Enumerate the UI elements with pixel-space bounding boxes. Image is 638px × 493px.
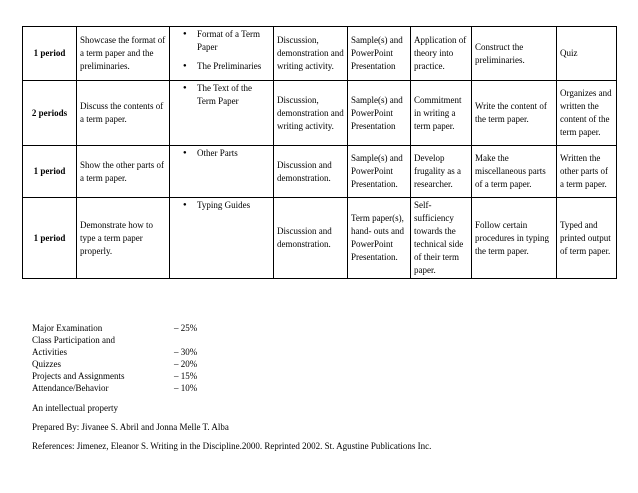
references: References: Jimenez, Eleanor S. Writing in the Discipline.2000. Reprinted 2002. St. Agustine Publications Inc.	[32, 441, 432, 451]
evaluation-cell: Quiz	[557, 27, 617, 81]
materials-cell: Sample(s) and PowerPoint Presentation.	[348, 146, 411, 198]
evaluation-cell: Written the other parts of a term paper.	[557, 146, 617, 198]
method-cell: Discussion, demonstration and writing activity.	[274, 27, 348, 81]
topic-item: ● The Text of the Term Paper	[197, 82, 270, 108]
evaluation-cell: Typed and printed output of term paper.	[557, 198, 617, 279]
materials-cell: Sample(s) and PowerPoint Presentation	[348, 81, 411, 146]
topics-cell	[170, 27, 274, 81]
grading-label: Attendance/Behavior	[32, 383, 109, 393]
topic-item: ● Other Parts	[197, 147, 270, 160]
period-cell: 1 period	[23, 146, 77, 198]
grading-value: – 15%	[174, 371, 198, 381]
prepared-by: Prepared By: Jivanee S. Abril and Jonna Melle T. Alba	[32, 422, 229, 432]
period-cell: 1 period	[23, 27, 77, 81]
objective-cell: Discuss the contents of a term paper.	[77, 81, 170, 146]
grading-value	[174, 334, 234, 346]
grading-label: Quizzes	[32, 359, 61, 369]
objective-cell: Show the other parts of a term paper.	[77, 146, 170, 198]
grading-item	[32, 358, 234, 370]
values-cell: Commitment in writing a term paper.	[411, 81, 472, 146]
activity-cell: Write the content of the term paper.	[472, 81, 557, 146]
table-row	[23, 27, 617, 81]
topic-item: ● The Preliminaries	[197, 60, 270, 73]
syllabus-table	[22, 26, 617, 279]
method-cell: Discussion, demonstration and writing activity.	[274, 81, 348, 146]
grading-item	[32, 370, 234, 382]
activity-cell: Follow certain procedures in typing the term paper.	[472, 198, 557, 279]
grading-value: – 10%	[174, 383, 198, 393]
topics-cell	[170, 146, 274, 198]
objective-cell: Showcase the format of a term paper and the preliminaries.	[77, 27, 170, 81]
activity-cell: Construct the preliminaries.	[472, 27, 557, 81]
method-cell: Discussion and demonstration.	[274, 198, 348, 279]
objective-cell: Demonstrate how to type a term paper properly.	[77, 198, 170, 279]
grading-value: – 20%	[174, 359, 198, 369]
grading-value: – 30%	[174, 347, 198, 357]
period-cell: 2 periods	[23, 81, 77, 146]
grading-label: Projects and Assignments	[32, 371, 125, 381]
grading-item	[32, 322, 234, 334]
materials-cell: Sample(s) and PowerPoint Presentation	[348, 27, 411, 81]
topic-item: ● Typing Guides	[197, 199, 270, 212]
grading-system	[32, 322, 234, 394]
grading-item	[32, 346, 234, 358]
grading-item	[32, 334, 234, 346]
grading-item	[32, 382, 234, 394]
grading-label: Activities	[32, 347, 67, 357]
grading-label: Class Participation and	[32, 335, 115, 345]
topic-item: ● Format of a Term Paper	[197, 28, 270, 54]
table-row	[23, 198, 617, 279]
method-cell: Discussion and demonstration.	[274, 146, 348, 198]
values-cell: Application of theory into practice.	[411, 27, 472, 81]
values-cell: Develop frugality as a researcher.	[411, 146, 472, 198]
activity-cell: Make the miscellaneous parts of a term paper.	[472, 146, 557, 198]
values-cell: Self-sufficiency towards the technical side of their term paper.	[411, 198, 472, 279]
table-row	[23, 146, 617, 198]
table-row	[23, 81, 617, 146]
grading-value: – 25%	[174, 323, 198, 333]
evaluation-cell: Organizes and written the content of the term paper.	[557, 81, 617, 146]
period-cell: 1 period	[23, 198, 77, 279]
materials-cell: Term paper(s), hand- outs and PowerPoint Presentation.	[348, 198, 411, 279]
topics-cell	[170, 81, 274, 146]
topics-cell	[170, 198, 274, 279]
grading-label: Major Examination	[32, 323, 103, 333]
property-note: An intellectual property	[32, 403, 118, 413]
